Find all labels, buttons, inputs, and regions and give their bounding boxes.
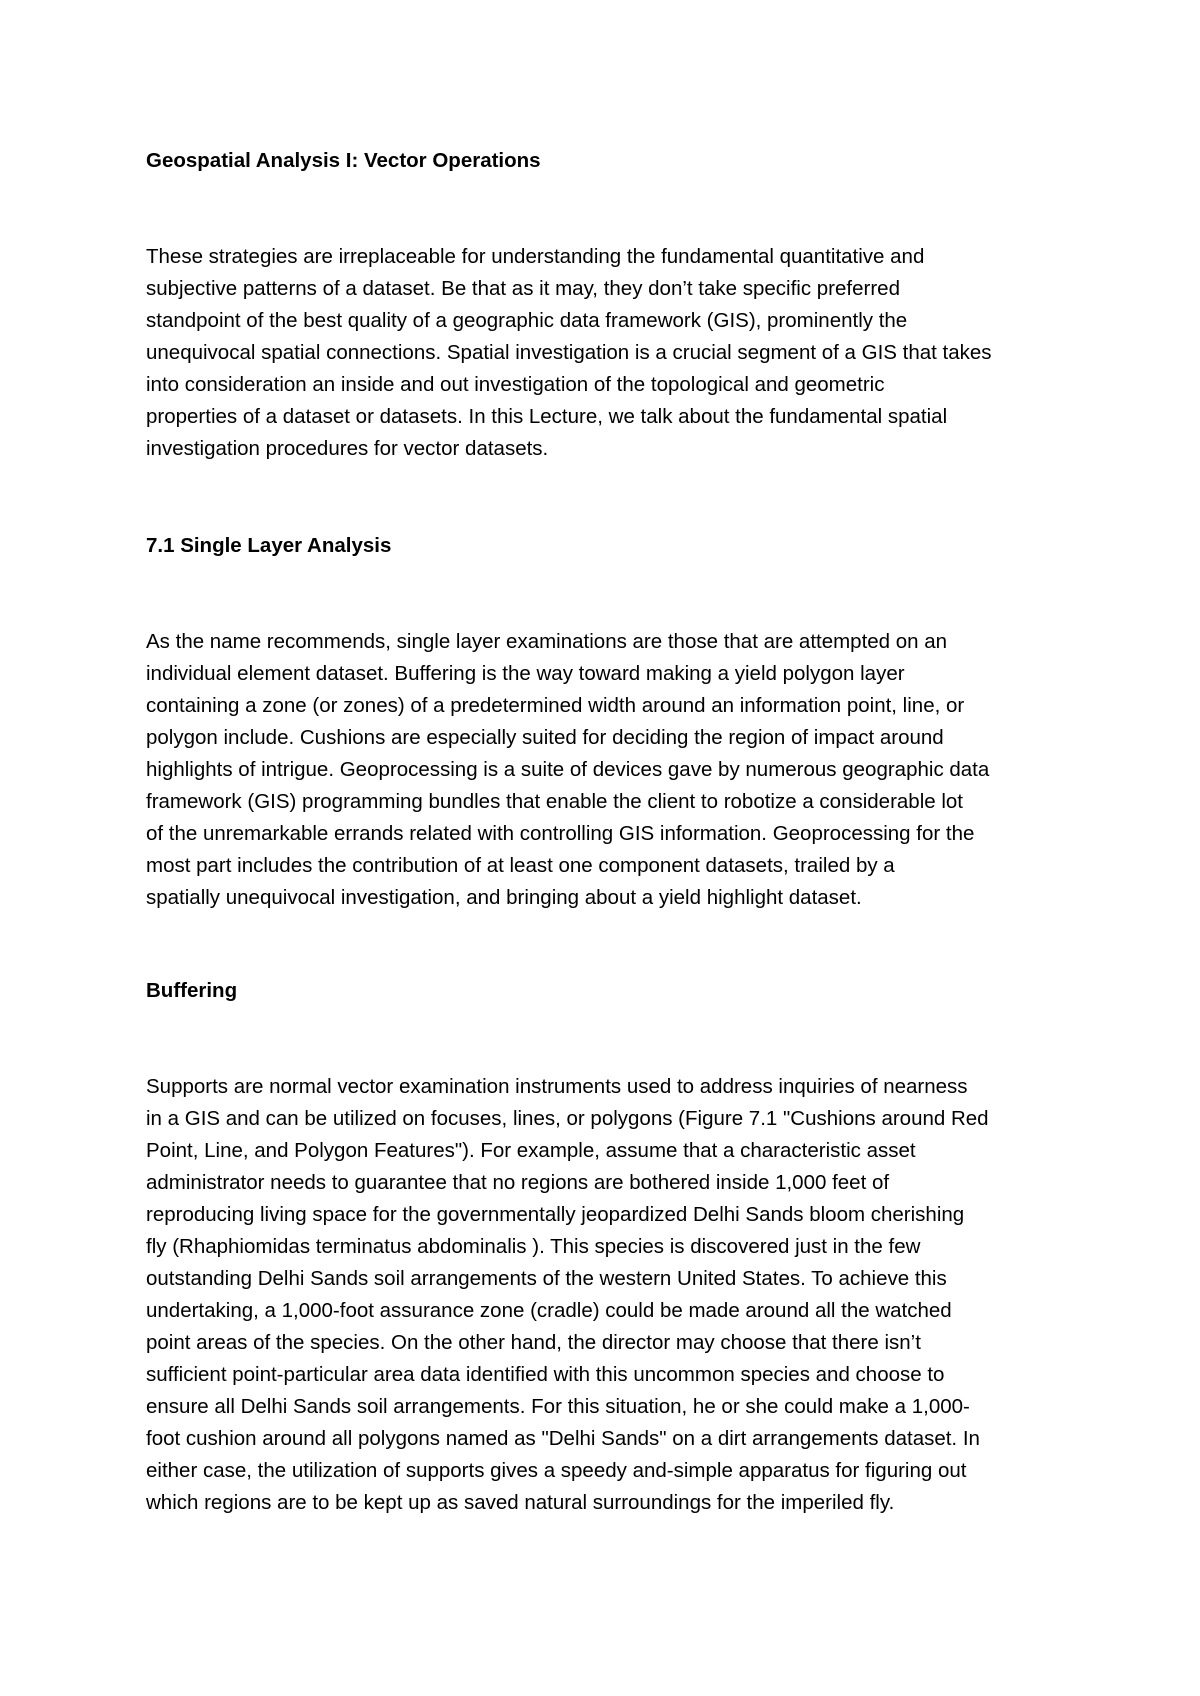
intro-line: properties of a dataset or datasets. In this Lecture, we talk about the fundamental spatial xyxy=(146,405,948,428)
paragraph-line: foot cushion around all polygons named as "Delhi Sands" on a dirt arrangements dataset. In xyxy=(146,1427,980,1450)
paragraph-line: As the name recommends, single layer examinations are those that are attempted on an xyxy=(146,630,948,653)
paragraph-line: which regions are to be kept up as saved natural surroundings for the imperiled fly. xyxy=(146,1491,895,1514)
paragraph-line: administrator needs to guarantee that no regions are bothered inside 1,000 feet of xyxy=(146,1171,890,1194)
paragraph-line: individual element dataset. Buffering is the way toward making a yield polygon layer xyxy=(146,662,905,685)
document-title: Geospatial Analysis I: Vector Operations xyxy=(146,149,541,172)
paragraph-line: framework (GIS) programming bundles that enable the client to robotize a considerable lot xyxy=(146,790,964,813)
intro-line: unequivocal spatial connections. Spatial investigation is a crucial segment of a GIS that takes xyxy=(146,341,992,364)
paragraph-line: reproducing living space for the governmentally jeopardized Delhi Sands bloom cherishing xyxy=(146,1203,965,1226)
paragraph-line: most part includes the contribution of at least one component datasets, trailed by a xyxy=(146,854,895,877)
intro-line: standpoint of the best quality of a geographic data framework (GIS), prominently the xyxy=(146,309,908,332)
paragraph-line: of the unremarkable errands related with controlling GIS information. Geoprocessing for the xyxy=(146,822,975,845)
intro-paragraph xyxy=(146,241,1076,465)
paragraph-line: in a GIS and can be utilized on focuses, lines, or polygons (Figure 7.1 "Cushions around Red xyxy=(146,1107,989,1130)
paragraph-line: undertaking, a 1,000-foot assurance zone (cradle) could be made around all the watched xyxy=(146,1299,952,1322)
paragraph-line: polygon include. Cushions are especially suited for deciding the region of impact around xyxy=(146,726,944,749)
paragraph-line: highlights of intrigue. Geoprocessing is a suite of devices gave by numerous geographic data xyxy=(146,758,990,781)
paragraph-line: sufficient point-particular area data identified with this uncommon species and choose to xyxy=(146,1363,945,1386)
section-heading-buffering: Buffering xyxy=(146,979,238,1002)
paragraph-line: containing a zone (or zones) of a predetermined width around an information point, line, or xyxy=(146,694,965,717)
buffering-paragraph xyxy=(146,1071,1076,1519)
paragraph-line: point areas of the species. On the other hand, the director may choose that there isn’t xyxy=(146,1331,921,1354)
paragraph-line: outstanding Delhi Sands soil arrangements of the western United States. To achieve this xyxy=(146,1267,947,1290)
intro-line: into consideration an inside and out investigation of the topological and geometric xyxy=(146,373,885,396)
paragraph-line: either case, the utilization of supports gives a speedy and-simple apparatus for figuring out xyxy=(146,1459,967,1482)
paragraph-line: spatially unequivocal investigation, and bringing about a yield highlight dataset. xyxy=(146,886,862,909)
intro-line: subjective patterns of a dataset. Be that as it may, they don’t take specific preferred xyxy=(146,277,900,300)
paragraph-line: fly (Rhaphiomidas terminatus abdominalis ). This species is discovered just in the few xyxy=(146,1235,921,1258)
section-heading-single-layer: 7.1 Single Layer Analysis xyxy=(146,534,392,557)
single-layer-paragraph xyxy=(146,626,1076,914)
paragraph-line: Supports are normal vector examination instruments used to address inquiries of nearness xyxy=(146,1075,968,1098)
paragraph-line: Point, Line, and Polygon Features"). For example, assume that a characteristic asset xyxy=(146,1139,916,1162)
paragraph-line: ensure all Delhi Sands soil arrangements. For this situation, he or she could make a 1,000- xyxy=(146,1395,970,1418)
intro-line: These strategies are irreplaceable for understanding the fundamental quantitative and xyxy=(146,245,925,268)
intro-line: investigation procedures for vector datasets. xyxy=(146,437,549,460)
